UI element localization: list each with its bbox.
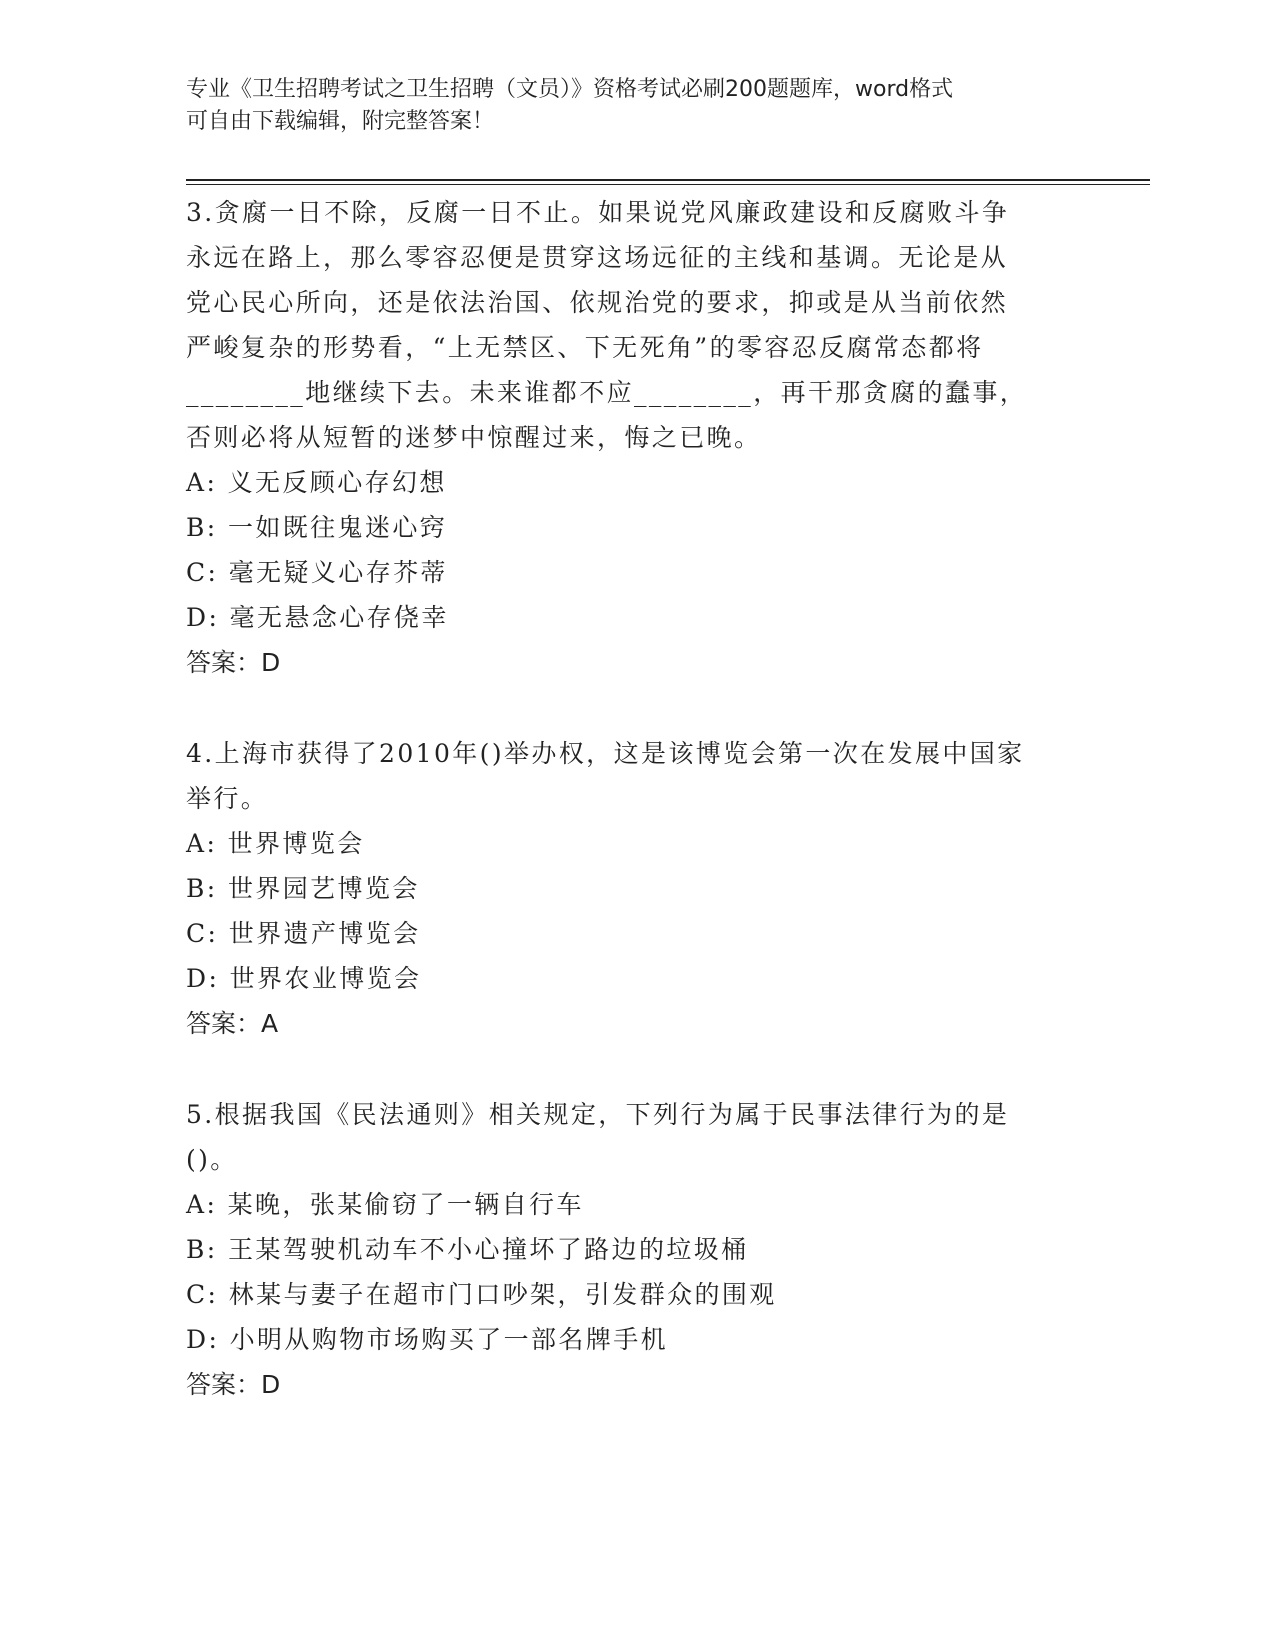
option-d: D: 小明从购物市场购买了一部名牌手机	[186, 1325, 669, 1354]
question-5	[186, 1092, 1086, 1407]
option-c: C: 世界遗产博览会	[186, 919, 421, 948]
option-c: C: 毫无疑义心存芥蒂	[186, 558, 448, 587]
question-text-line: ()。	[186, 1145, 238, 1174]
question-text-line: 严峻复杂的形势看，“上无禁区、下无死角”的零容忍反腐常态都将	[186, 333, 984, 362]
question-4	[186, 731, 1086, 1046]
question-list	[186, 190, 1086, 1407]
option-c: C: 林某与妻子在超市门口吵架，引发群众的围观	[186, 1280, 777, 1309]
header-title-line-2: 可自由下载编辑，附完整答案！	[186, 109, 495, 134]
answer-label: 答案：A	[186, 1009, 279, 1038]
header-divider-thin	[186, 184, 1150, 185]
header-divider-thick	[186, 179, 1150, 181]
answer-label: 答案：D	[186, 1370, 281, 1399]
question-text-line: 举行。	[186, 784, 269, 813]
question-text-line: ________地继续下去。未来谁都不应________，再干那贪腐的蠢事，	[186, 378, 1028, 407]
spacer	[186, 1046, 1086, 1092]
question-text-line: 5.根据我国《民法通则》相关规定，下列行为属于民事法律行为的是	[186, 1100, 1010, 1129]
option-a: A: 世界博览会	[186, 829, 365, 858]
spacer	[186, 685, 1086, 731]
option-b: B: 世界园艺博览会	[186, 874, 420, 903]
option-a: A: 某晚，张某偷窃了一辆自行车	[186, 1190, 584, 1219]
document-header	[186, 74, 1066, 138]
question-3	[186, 190, 1086, 685]
question-text-line: 党心民心所向，还是依法治国、依规治党的要求，抑或是从当前依然	[186, 288, 1009, 317]
question-text-line: 3.贪腐一日不除，反腐一日不止。如果说党风廉政建设和反腐败斗争	[186, 198, 1010, 227]
option-b: B: 王某驾驶机动车不小心撞坏了路边的垃圾桶	[186, 1235, 749, 1264]
option-a: A: 义无反顾心存幻想	[186, 468, 447, 497]
header-title-line-1: 专业《卫生招聘考试之卫生招聘（文员）》资格考试必刷200题题库，word格式	[186, 77, 954, 102]
question-text-line: 永远在路上，那么零容忍便是贯穿这场远征的主线和基调。无论是从	[186, 243, 1009, 272]
option-b: B: 一如既往鬼迷心窍	[186, 513, 448, 542]
option-d: D: 毫无悬念心存侥幸	[186, 603, 449, 632]
question-text-line: 4.上海市获得了2010年()举办权，这是该博览会第一次在发展中国家	[186, 739, 1025, 768]
answer-label: 答案：D	[186, 648, 281, 677]
option-d: D: 世界农业博览会	[186, 964, 422, 993]
question-text-line: 否则必将从短暂的迷梦中惊醒过来，悔之已晚。	[186, 423, 762, 452]
